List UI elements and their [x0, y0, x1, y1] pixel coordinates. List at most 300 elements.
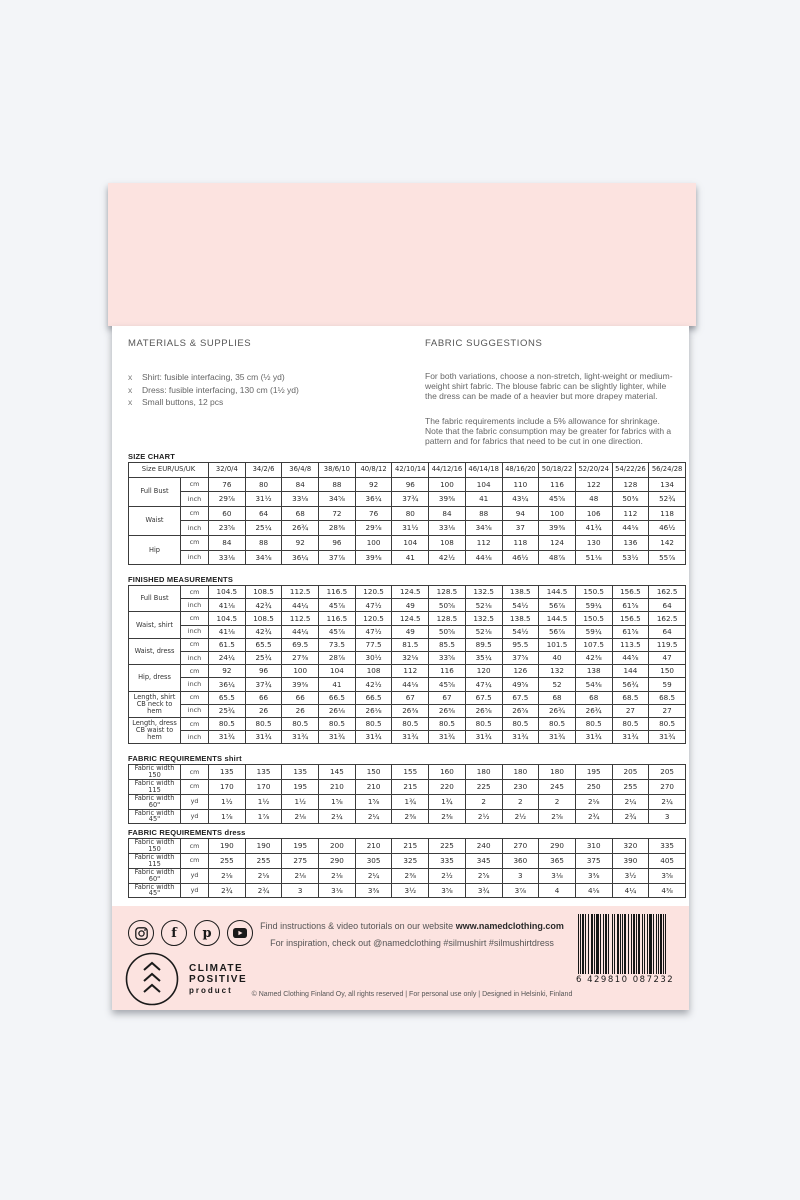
value-cell: 27	[649, 704, 686, 717]
value-cell: 101.5	[539, 638, 576, 651]
value-cell: 26⅝	[465, 704, 502, 717]
value-cell: 84	[282, 477, 319, 492]
value-cell: 250	[575, 779, 612, 794]
value-cell: 124.5	[392, 586, 429, 599]
value-cell: 84	[209, 535, 246, 550]
size-header-cell: 36/4/8	[282, 463, 319, 478]
value-cell: 124.5	[392, 612, 429, 625]
value-cell: 42½	[355, 678, 392, 691]
row-label: Fabric width 115	[129, 853, 181, 868]
value-cell: 200	[319, 839, 356, 854]
materials-item	[128, 384, 413, 397]
value-cell: 29⅞	[209, 492, 246, 507]
instruction-sheet	[112, 326, 689, 1010]
value-cell: 2¾	[245, 883, 282, 898]
value-cell: 132.5	[465, 586, 502, 599]
value-cell: 59¼	[575, 599, 612, 612]
value-cell: 150	[649, 665, 686, 678]
value-cell: 3⅝	[649, 868, 686, 883]
value-cell: 41⅛	[209, 625, 246, 638]
value-cell: 43¼	[502, 492, 539, 507]
website-line-prefix: Find instructions & video tutorials on our website	[260, 921, 456, 931]
pinterest-icon	[194, 920, 220, 946]
value-cell: 104	[319, 665, 356, 678]
value-cell: 37¾	[392, 492, 429, 507]
value-cell: 195	[575, 765, 612, 780]
value-cell: 66.5	[355, 691, 392, 704]
title-variant: dress	[224, 828, 246, 837]
value-cell: 205	[612, 765, 649, 780]
value-cell: 116.5	[319, 612, 356, 625]
fabric-suggestions-section	[425, 338, 677, 461]
value-cell: 2⅛	[575, 794, 612, 809]
value-cell: 41	[392, 550, 429, 565]
measurement-row	[129, 586, 686, 599]
value-cell: 95.5	[502, 638, 539, 651]
value-cell: 1⅞	[245, 809, 282, 824]
value-cell: 48	[575, 492, 612, 507]
value-cell: 290	[539, 839, 576, 854]
value-cell: 31¾	[502, 731, 539, 744]
value-cell: 180	[539, 765, 576, 780]
value-cell: 42⅜	[575, 651, 612, 664]
value-cell: 210	[355, 779, 392, 794]
value-cell: 42½	[429, 550, 466, 565]
value-cell: 132.5	[465, 612, 502, 625]
value-cell: 31¾	[429, 731, 466, 744]
value-cell: 2⅜	[392, 868, 429, 883]
value-cell: 2⅛	[282, 809, 319, 824]
value-cell: 37¾	[245, 678, 282, 691]
value-cell: 28⅜	[319, 521, 356, 536]
fabric-row	[129, 853, 686, 868]
row-label: Waist	[129, 506, 181, 535]
size-chart-title: SIZE CHART	[128, 452, 175, 461]
value-cell: 33⅛	[282, 492, 319, 507]
value-cell: 135	[282, 765, 319, 780]
measurement-row	[129, 704, 686, 717]
materials-item	[128, 371, 413, 384]
value-cell: 23⅝	[209, 521, 246, 536]
value-cell: 56⅞	[539, 625, 576, 638]
value-cell: 27⅜	[282, 651, 319, 664]
value-cell: 31½	[392, 521, 429, 536]
value-cell: 56¾	[612, 678, 649, 691]
value-cell: 68	[282, 506, 319, 521]
value-cell: 3	[502, 868, 539, 883]
value-cell: 365	[539, 853, 576, 868]
value-cell: 52	[539, 678, 576, 691]
value-cell: 2¼	[355, 868, 392, 883]
value-cell: 61⅝	[612, 625, 649, 638]
value-cell: 113.5	[612, 638, 649, 651]
value-cell: 2⅛	[209, 868, 246, 883]
value-cell: 170	[245, 779, 282, 794]
value-cell: 2⅜	[429, 809, 466, 824]
value-cell: 67	[392, 691, 429, 704]
value-cell: 2¼	[612, 794, 649, 809]
value-cell: 335	[649, 839, 686, 854]
value-cell: 134	[649, 477, 686, 492]
value-cell: 66	[282, 691, 319, 704]
size-header-cell: 38/6/10	[319, 463, 356, 478]
value-cell: 275	[282, 853, 319, 868]
value-cell: 39⅜	[282, 678, 319, 691]
value-cell: 118	[649, 506, 686, 521]
value-cell: 67.5	[465, 691, 502, 704]
value-cell: 37⅝	[502, 651, 539, 664]
value-cell: 80.5	[319, 717, 356, 730]
measurement-row	[129, 599, 686, 612]
value-cell: 2⅝	[539, 809, 576, 824]
fabric-row	[129, 794, 686, 809]
value-cell: 39⅜	[355, 550, 392, 565]
value-cell: 68.5	[649, 691, 686, 704]
fabric-suggestions-paragraph: For both variations, choose a non-stretch, light-weight or medium-weight shirt fabric. The blouse fabric can be slightly lighter, while the dress can be made of a heavier but more drapey material.	[425, 371, 673, 401]
measurement-row	[129, 731, 686, 744]
value-cell: 30½	[355, 651, 392, 664]
value-cell: 2¼	[319, 809, 356, 824]
value-cell: 24¼	[209, 651, 246, 664]
row-label: Fabric width 150	[129, 839, 181, 854]
value-cell: 144.5	[539, 612, 576, 625]
value-cell: 4	[539, 883, 576, 898]
value-cell: 26⅜	[392, 704, 429, 717]
row-label: Fabric width 45"	[129, 809, 181, 824]
value-cell: 64	[245, 506, 282, 521]
row-label: Fabric width 115	[129, 779, 181, 794]
size-header-row	[129, 463, 686, 478]
value-cell: 31¾	[612, 731, 649, 744]
value-cell: 108	[355, 665, 392, 678]
value-cell: 26¾	[539, 704, 576, 717]
value-cell: 51⅛	[575, 550, 612, 565]
title-text: FABRIC REQUIREMENTS	[128, 754, 223, 763]
value-cell: 1¾	[392, 794, 429, 809]
value-cell: 45⅝	[429, 678, 466, 691]
fabric-suggestions-paragraph: The fabric requirements include a 5% allowance for shrinkage. Note that the fabric consumption may be greater for fabrics with a pattern and for fabrics that need to be cut in one direction.	[425, 416, 672, 446]
x-bullet: x	[128, 397, 133, 407]
value-cell: 215	[392, 779, 429, 794]
climate-badge-words	[189, 963, 247, 996]
value-cell: 190	[245, 839, 282, 854]
value-cell: 44⅛	[465, 550, 502, 565]
size-header-cell: 42/10/14	[392, 463, 429, 478]
value-cell: 156.5	[612, 586, 649, 599]
value-cell: 104.5	[209, 612, 246, 625]
value-cell: 130	[575, 535, 612, 550]
climate-word: CLIMATE	[189, 962, 244, 974]
value-cell: 210	[319, 779, 356, 794]
value-cell: 32⅛	[392, 651, 429, 664]
social-handles-line: For inspiration, check out @namedclothing #silmushirt #silmushirtdress	[270, 938, 554, 948]
value-cell: 52⅛	[465, 625, 502, 638]
size-header-cell: 48/16/20	[502, 463, 539, 478]
measurement-row	[129, 550, 686, 565]
materials-title: MATERIALS & SUPPLIES	[128, 338, 252, 349]
value-cell: 26⅜	[429, 704, 466, 717]
chevrons-icon	[125, 952, 179, 1006]
value-cell: 2	[465, 794, 502, 809]
value-cell: 25¾	[209, 704, 246, 717]
value-cell: 44⅛	[392, 678, 429, 691]
value-cell: 3¾	[465, 883, 502, 898]
value-cell: 1½	[282, 794, 319, 809]
value-cell: 255	[245, 853, 282, 868]
fabric-requirements-dress-table	[128, 838, 686, 898]
fabric-requirements-shirt-table	[128, 764, 686, 824]
value-cell: 2½	[502, 809, 539, 824]
value-cell: 54½	[502, 599, 539, 612]
value-cell: 26¾	[575, 704, 612, 717]
value-cell: 39⅜	[429, 492, 466, 507]
value-cell: 138.5	[502, 612, 539, 625]
size-header-cell: 54/22/26	[612, 463, 649, 478]
value-cell: 3	[649, 809, 686, 824]
value-cell: 3⅝	[429, 883, 466, 898]
measurement-row	[129, 717, 686, 730]
value-cell: 240	[465, 839, 502, 854]
value-cell: 49	[392, 625, 429, 638]
value-cell: 3½	[392, 883, 429, 898]
value-cell: 41¾	[575, 521, 612, 536]
value-cell: 47½	[355, 599, 392, 612]
value-cell: 128.5	[429, 612, 466, 625]
value-cell: 42¾	[245, 599, 282, 612]
value-cell: 210	[355, 839, 392, 854]
value-cell: 2¼	[355, 809, 392, 824]
value-cell: 49	[392, 599, 429, 612]
instagram-icon	[128, 920, 154, 946]
measurement-row	[129, 625, 686, 638]
value-cell: 31¾	[245, 731, 282, 744]
value-cell: 122	[575, 477, 612, 492]
value-cell: 116	[429, 665, 466, 678]
value-cell: 26¾	[282, 521, 319, 536]
value-cell: 64	[649, 625, 686, 638]
x-bullet: x	[128, 384, 133, 395]
size-header-cell: 32/0/4	[209, 463, 246, 478]
value-cell: 180	[465, 765, 502, 780]
value-cell: 29⅞	[355, 521, 392, 536]
value-cell: 37	[502, 521, 539, 536]
value-cell: 1⅝	[355, 794, 392, 809]
value-cell: 88	[245, 535, 282, 550]
value-cell: 144.5	[539, 586, 576, 599]
value-cell: 4⅜	[649, 883, 686, 898]
value-cell: 33⅝	[429, 651, 466, 664]
value-cell: 120.5	[355, 612, 392, 625]
value-cell: 45⅝	[539, 492, 576, 507]
facebook-icon	[161, 920, 187, 946]
value-cell: 100	[355, 535, 392, 550]
value-cell: 59	[649, 678, 686, 691]
facebook-glyph: f	[171, 925, 177, 941]
value-cell: 84	[429, 506, 466, 521]
value-cell: 80	[392, 506, 429, 521]
value-cell: 112	[392, 665, 429, 678]
fabric-row	[129, 779, 686, 794]
value-cell: 65.5	[209, 691, 246, 704]
value-cell: 80.5	[209, 717, 246, 730]
unit-cell: inch	[181, 521, 209, 536]
row-label: Fabric width 45"	[129, 883, 181, 898]
value-cell: 120	[465, 665, 502, 678]
measurement-row	[129, 691, 686, 704]
value-cell: 310	[575, 839, 612, 854]
value-cell: 160	[429, 765, 466, 780]
value-cell: 335	[429, 853, 466, 868]
barcode-bars	[576, 914, 668, 974]
value-cell: 36¼	[209, 678, 246, 691]
value-cell: 120.5	[355, 586, 392, 599]
row-label: Waist, dress	[129, 638, 181, 664]
value-cell: 88	[465, 506, 502, 521]
value-cell: 88	[319, 477, 356, 492]
value-cell: 104.5	[209, 586, 246, 599]
value-cell: 104	[392, 535, 429, 550]
value-cell: 108.5	[245, 612, 282, 625]
value-cell: 155	[392, 765, 429, 780]
value-cell: 96	[245, 665, 282, 678]
materials-item	[128, 396, 413, 409]
website-line	[244, 921, 580, 931]
value-cell: 112	[612, 506, 649, 521]
value-cell: 2⅛	[245, 868, 282, 883]
value-cell: 41	[465, 492, 502, 507]
value-cell: 44⅛	[612, 521, 649, 536]
value-cell: 31¾	[209, 731, 246, 744]
value-cell: 1⅞	[209, 809, 246, 824]
value-cell: 225	[465, 779, 502, 794]
value-cell: 305	[355, 853, 392, 868]
size-header-label: Size EUR/US/UK	[129, 463, 209, 478]
value-cell: 80.5	[612, 717, 649, 730]
row-label: Hip	[129, 535, 181, 564]
value-cell: 36¼	[282, 550, 319, 565]
value-cell: 80.5	[539, 717, 576, 730]
unit-cell: inch	[181, 550, 209, 565]
barcode-digits: 6 429810 087232	[576, 975, 675, 985]
measurement-row	[129, 612, 686, 625]
materials-list	[128, 371, 413, 409]
value-cell: 360	[502, 853, 539, 868]
unit-cell: inch	[181, 625, 209, 638]
value-cell: 36¼	[355, 492, 392, 507]
value-cell: 3⅜	[355, 883, 392, 898]
value-cell: 80.5	[429, 717, 466, 730]
measurement-row	[129, 651, 686, 664]
value-cell: 45⅞	[319, 599, 356, 612]
value-cell: 33⅛	[209, 550, 246, 565]
row-label: Full Bust	[129, 477, 181, 506]
value-cell: 2⅛	[282, 868, 319, 883]
measurement-row	[129, 506, 686, 521]
unit-cell: yd	[181, 809, 209, 824]
value-cell: 2⅝	[465, 868, 502, 883]
value-cell: 116.5	[319, 586, 356, 599]
size-header-cell: 50/18/22	[539, 463, 576, 478]
value-cell: 325	[392, 853, 429, 868]
value-cell: 54⅜	[575, 678, 612, 691]
value-cell: 80	[245, 477, 282, 492]
value-cell: 150.5	[575, 586, 612, 599]
value-cell: 119.5	[649, 638, 686, 651]
value-cell: 2⅜	[392, 809, 429, 824]
unit-cell: cm	[181, 506, 209, 521]
value-cell: 44⅝	[612, 651, 649, 664]
value-cell: 81.5	[392, 638, 429, 651]
value-cell: 35¼	[465, 651, 502, 664]
materials-section	[128, 338, 413, 409]
value-cell: 2¾	[209, 883, 246, 898]
value-cell: 128.5	[429, 586, 466, 599]
unit-cell: inch	[181, 492, 209, 507]
value-cell: 64	[649, 599, 686, 612]
value-cell: 92	[282, 535, 319, 550]
value-cell: 375	[575, 853, 612, 868]
value-cell: 28⅞	[319, 651, 356, 664]
fabric-suggestions-title: FABRIC SUGGESTIONS	[425, 338, 543, 349]
value-cell: 40	[539, 651, 576, 664]
value-cell: 39⅜	[539, 521, 576, 536]
value-cell: 142	[649, 535, 686, 550]
value-cell: 80.5	[392, 717, 429, 730]
value-cell: 45⅞	[319, 625, 356, 638]
value-cell: 80.5	[282, 717, 319, 730]
row-label: Fabric width 150	[129, 765, 181, 780]
value-cell: 118	[502, 535, 539, 550]
title-variant: shirt	[224, 754, 242, 763]
value-cell: 1¾	[429, 794, 466, 809]
value-cell: 156.5	[612, 612, 649, 625]
measurement-row	[129, 665, 686, 678]
value-cell: 44¼	[282, 625, 319, 638]
value-cell: 100	[539, 506, 576, 521]
value-cell: 66	[245, 691, 282, 704]
value-cell: 290	[319, 853, 356, 868]
value-cell: 31¾	[392, 731, 429, 744]
value-cell: 25¾	[245, 651, 282, 664]
row-label: Waist, shirt	[129, 612, 181, 638]
value-cell: 106	[575, 506, 612, 521]
value-cell: 76	[355, 506, 392, 521]
value-cell: 53½	[612, 550, 649, 565]
value-cell: 144	[612, 665, 649, 678]
value-cell: 31½	[245, 492, 282, 507]
row-label: Length, shirt CB neck to hem	[129, 691, 181, 717]
value-cell: 100	[429, 477, 466, 492]
value-cell: 68.5	[612, 691, 649, 704]
unit-cell: cm	[181, 638, 209, 651]
fabric-row	[129, 883, 686, 898]
materials-item-text: Dress: fusible interfacing, 130 cm (1½ yd)	[142, 384, 299, 395]
unit-cell: cm	[181, 586, 209, 599]
value-cell: 26⅛	[319, 704, 356, 717]
value-cell: 270	[502, 839, 539, 854]
unit-cell: yd	[181, 868, 209, 883]
value-cell: 4⅛	[575, 883, 612, 898]
value-cell: 47	[649, 651, 686, 664]
barcode-bar	[665, 914, 666, 974]
value-cell: 89.5	[465, 638, 502, 651]
value-cell: 69.5	[282, 638, 319, 651]
value-cell: 320	[612, 839, 649, 854]
value-cell: 80.5	[649, 717, 686, 730]
pinterest-glyph: p	[202, 925, 212, 941]
value-cell: 68	[539, 691, 576, 704]
unit-cell: cm	[181, 839, 209, 854]
